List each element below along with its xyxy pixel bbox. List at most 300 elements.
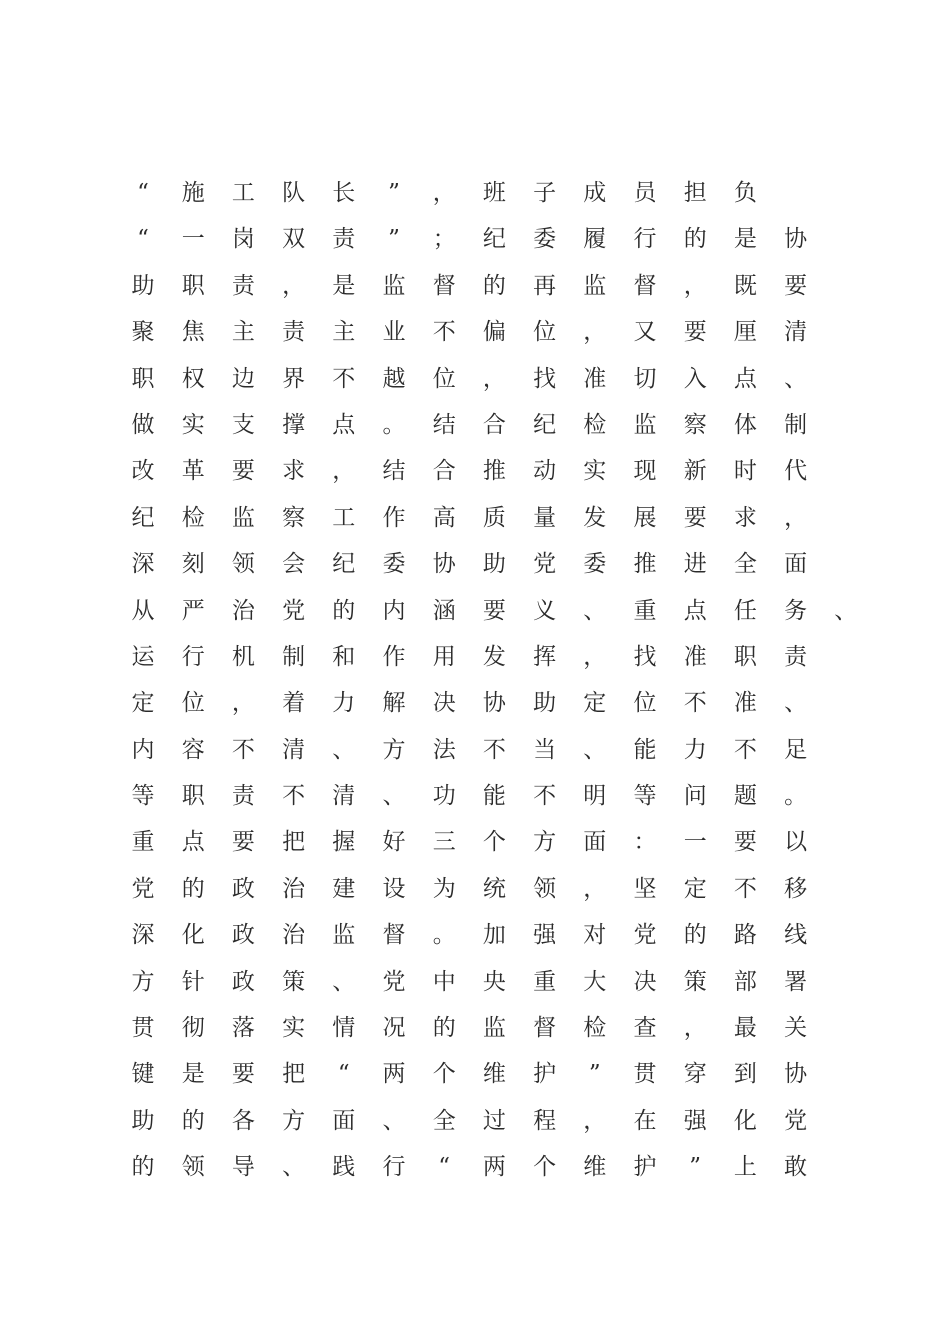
text-char: 护 bbox=[633, 1154, 657, 1181]
text-char: 容 bbox=[181, 736, 205, 763]
text-char: 功 bbox=[432, 783, 456, 810]
text-line bbox=[128, 588, 858, 634]
text-char: 护 bbox=[533, 1061, 557, 1088]
text-char: 责 bbox=[332, 226, 356, 253]
text-char: 能 bbox=[482, 783, 506, 810]
text-char: 协 bbox=[432, 551, 456, 578]
text-line bbox=[128, 680, 848, 726]
text-char: 行 bbox=[181, 643, 205, 670]
text-char: 深 bbox=[131, 922, 155, 949]
text-char: 不 bbox=[432, 319, 456, 346]
text-char: 、 bbox=[332, 736, 356, 763]
text-char: 要 bbox=[683, 319, 707, 346]
text-char: 方 bbox=[533, 829, 557, 856]
text-char: 贯 bbox=[633, 1061, 657, 1088]
text-char: 导 bbox=[231, 1154, 255, 1181]
text-char: 负 bbox=[733, 180, 757, 206]
text-char: 运 bbox=[131, 643, 155, 670]
text-char: 支 bbox=[231, 411, 255, 438]
text-char: 加 bbox=[482, 922, 506, 949]
text-char: 上 bbox=[733, 1154, 757, 1181]
text-char: 作 bbox=[382, 643, 406, 670]
text-char: 把 bbox=[282, 829, 306, 856]
text-char: 一 bbox=[181, 226, 205, 253]
text-char: 坚 bbox=[633, 875, 657, 902]
text-char: 敢 bbox=[784, 1154, 808, 1181]
text-char: 切 bbox=[633, 365, 657, 392]
text-char: ， bbox=[482, 365, 506, 392]
text-char: 、 bbox=[382, 1107, 406, 1134]
text-char: 力 bbox=[683, 736, 707, 763]
text-char: 责 bbox=[231, 272, 255, 299]
text-char: 不 bbox=[231, 736, 255, 763]
text-char: 位 bbox=[432, 365, 456, 392]
text-char: 领 bbox=[231, 551, 255, 578]
text-char: 务 bbox=[784, 597, 808, 624]
text-char: 挥 bbox=[533, 643, 557, 670]
text-line bbox=[128, 263, 848, 309]
text-char: 的 bbox=[332, 597, 356, 624]
text-char: 握 bbox=[332, 829, 356, 856]
text-char: 落 bbox=[231, 1015, 255, 1042]
text-char: 署 bbox=[784, 968, 808, 995]
text-char: 要 bbox=[231, 458, 255, 485]
text-char: 现 bbox=[633, 458, 657, 485]
text-line bbox=[128, 495, 848, 541]
text-char: 位 bbox=[633, 690, 657, 717]
text-char: ” bbox=[388, 180, 400, 206]
text-char: ， bbox=[683, 1015, 707, 1042]
text-char: 能 bbox=[633, 736, 657, 763]
text-char: 制 bbox=[282, 643, 306, 670]
text-char: 推 bbox=[633, 551, 657, 578]
text-line bbox=[128, 727, 848, 773]
text-char: 点 bbox=[683, 597, 707, 624]
text-char: 是 bbox=[332, 272, 356, 299]
text-char: 清 bbox=[784, 319, 808, 346]
text-char: 合 bbox=[482, 411, 506, 438]
text-char: 贯 bbox=[131, 1015, 155, 1042]
text-char: 全 bbox=[432, 1107, 456, 1134]
text-char: 监 bbox=[382, 272, 406, 299]
text-char: 是 bbox=[733, 226, 757, 253]
text-char: 改 bbox=[131, 458, 155, 485]
text-char: 聚 bbox=[131, 319, 155, 346]
text-char: 不 bbox=[282, 783, 306, 810]
text-char: 点 bbox=[733, 365, 757, 392]
text-char: 方 bbox=[382, 736, 406, 763]
text-char: 维 bbox=[583, 1154, 607, 1181]
text-char: 既 bbox=[733, 272, 757, 299]
text-char: 定 bbox=[683, 875, 707, 902]
text-char: 。 bbox=[382, 411, 406, 438]
text-char: 督 bbox=[533, 1015, 557, 1042]
text-char: ， bbox=[583, 643, 607, 670]
text-char: 的 bbox=[131, 1154, 155, 1181]
text-char: 两 bbox=[382, 1061, 406, 1088]
text-char: 党 bbox=[382, 968, 406, 995]
text-char: 检 bbox=[181, 504, 205, 531]
text-char: 内 bbox=[382, 597, 406, 624]
text-char: 机 bbox=[231, 643, 255, 670]
text-char: 化 bbox=[181, 922, 205, 949]
text-char: 体 bbox=[733, 411, 757, 438]
text-char: 时 bbox=[733, 458, 757, 485]
text-char: 的 bbox=[683, 226, 707, 253]
text-char: 监 bbox=[332, 922, 356, 949]
text-char: 不 bbox=[332, 365, 356, 392]
text-line bbox=[128, 356, 848, 402]
text-char: 要 bbox=[231, 1061, 255, 1088]
text-char: 线 bbox=[784, 922, 808, 949]
text-char: 责 bbox=[231, 783, 255, 810]
text-char: 明 bbox=[583, 783, 607, 810]
text-char: 央 bbox=[482, 968, 506, 995]
text-char: 员 bbox=[633, 180, 657, 206]
text-char: 实 bbox=[181, 411, 205, 438]
text-char: 和 bbox=[332, 643, 356, 670]
text-char: 深 bbox=[131, 551, 155, 578]
text-char: 化 bbox=[733, 1107, 757, 1134]
text-char: 助 bbox=[533, 690, 557, 717]
text-char: 要 bbox=[231, 829, 255, 856]
text-char: 策 bbox=[282, 968, 306, 995]
text-char: 找 bbox=[633, 643, 657, 670]
text-char: 监 bbox=[231, 504, 255, 531]
text-char: 高 bbox=[432, 504, 456, 531]
text-char: 职 bbox=[733, 643, 757, 670]
text-char: 责 bbox=[282, 319, 306, 346]
text-char: 要 bbox=[733, 829, 757, 856]
text-char: 发 bbox=[482, 643, 506, 670]
text-char: 不 bbox=[683, 690, 707, 717]
text-char: 领 bbox=[533, 875, 557, 902]
text-char: 、 bbox=[332, 968, 356, 995]
text-char: 党 bbox=[533, 551, 557, 578]
text-char: 彻 bbox=[181, 1015, 205, 1042]
text-char: 、 bbox=[583, 736, 607, 763]
text-char: 党 bbox=[784, 1107, 808, 1134]
text-char: 助 bbox=[131, 1107, 155, 1134]
text-char: 督 bbox=[432, 272, 456, 299]
text-char: 撑 bbox=[282, 411, 306, 438]
text-char: 领 bbox=[181, 1154, 205, 1181]
text-char: 偏 bbox=[482, 319, 506, 346]
text-char: 准 bbox=[683, 643, 707, 670]
text-char: 职 bbox=[181, 272, 205, 299]
text-char: 纪 bbox=[131, 504, 155, 531]
text-char: 义 bbox=[533, 597, 557, 624]
text-char: 个 bbox=[432, 1061, 456, 1088]
text-char: 、 bbox=[784, 690, 808, 717]
text-char: 等 bbox=[131, 783, 155, 810]
text-char: 党 bbox=[131, 875, 155, 902]
text-char: 方 bbox=[282, 1107, 306, 1134]
text-char: ： bbox=[633, 829, 657, 856]
text-char: 重 bbox=[633, 597, 657, 624]
text-char: 不 bbox=[533, 783, 557, 810]
text-line bbox=[128, 634, 848, 680]
text-char: ， bbox=[784, 504, 808, 531]
text-line bbox=[128, 216, 848, 262]
text-line bbox=[128, 773, 848, 819]
text-char: 职 bbox=[181, 783, 205, 810]
text-char: 刻 bbox=[181, 551, 205, 578]
text-char: 责 bbox=[784, 643, 808, 670]
text-char: ， bbox=[683, 272, 707, 299]
text-char: 主 bbox=[231, 319, 255, 346]
text-char: 动 bbox=[533, 458, 557, 485]
text-char: 实 bbox=[282, 1015, 306, 1042]
text-char: 焦 bbox=[181, 319, 205, 346]
text-char: 的 bbox=[482, 272, 506, 299]
text-char: 当 bbox=[533, 736, 557, 763]
text-char: ， bbox=[282, 272, 306, 299]
text-char: 强 bbox=[533, 922, 557, 949]
text-char: 、 bbox=[784, 365, 808, 392]
text-line bbox=[128, 912, 848, 958]
text-line bbox=[128, 819, 848, 865]
text-char: 革 bbox=[181, 458, 205, 485]
text-char: 委 bbox=[533, 226, 557, 253]
text-char: 题 bbox=[733, 783, 757, 810]
text-char: 决 bbox=[432, 690, 456, 717]
text-line bbox=[128, 402, 848, 448]
text-char: 、 bbox=[282, 1154, 306, 1181]
text-char: 新 bbox=[683, 458, 707, 485]
text-char: 质 bbox=[482, 504, 506, 531]
text-char: 个 bbox=[533, 1154, 557, 1181]
text-line bbox=[128, 1144, 848, 1190]
text-char: “ bbox=[137, 180, 149, 206]
text-char: 两 bbox=[482, 1154, 506, 1181]
text-char: ， bbox=[332, 458, 356, 485]
text-char: 协 bbox=[784, 1061, 808, 1088]
text-char: 助 bbox=[131, 272, 155, 299]
text-char: 行 bbox=[633, 226, 657, 253]
text-char: 从 bbox=[131, 597, 155, 624]
text-char: 再 bbox=[533, 272, 557, 299]
text-char: 督 bbox=[382, 922, 406, 949]
text-char: 定 bbox=[583, 690, 607, 717]
text-char: ” bbox=[689, 1154, 702, 1181]
text-char: 足 bbox=[784, 736, 808, 763]
text-char: 结 bbox=[432, 411, 456, 438]
text-char: 业 bbox=[382, 319, 406, 346]
text-char: 三 bbox=[432, 829, 456, 856]
text-line bbox=[128, 866, 848, 912]
text-char: 政 bbox=[231, 968, 255, 995]
text-char: 查 bbox=[633, 1015, 657, 1042]
text-char: 位 bbox=[533, 319, 557, 346]
text-char: 进 bbox=[683, 551, 707, 578]
text-char: 着 bbox=[282, 690, 306, 717]
text-char: 不 bbox=[482, 736, 506, 763]
text-char: 作 bbox=[382, 504, 406, 531]
text-line bbox=[128, 1051, 848, 1097]
text-char: 部 bbox=[733, 968, 757, 995]
text-char: 践 bbox=[332, 1154, 356, 1181]
text-char: 设 bbox=[382, 875, 406, 902]
text-char: 求 bbox=[282, 458, 306, 485]
text-char: 要 bbox=[683, 504, 707, 531]
text-char: 检 bbox=[583, 411, 607, 438]
text-char: 重 bbox=[131, 829, 155, 856]
text-char: 准 bbox=[583, 365, 607, 392]
text-char: 好 bbox=[382, 829, 406, 856]
text-char: 建 bbox=[332, 875, 356, 902]
text-char: 政 bbox=[231, 875, 255, 902]
text-char: 求 bbox=[733, 504, 757, 531]
text-char: 策 bbox=[683, 968, 707, 995]
text-char: 对 bbox=[583, 922, 607, 949]
text-char: 穿 bbox=[683, 1061, 707, 1088]
text-char: 任 bbox=[733, 597, 757, 624]
text-char: 力 bbox=[332, 690, 356, 717]
text-char: 督 bbox=[633, 272, 657, 299]
text-char: 监 bbox=[583, 272, 607, 299]
text-char: 的 bbox=[432, 1015, 456, 1042]
text-char: 全 bbox=[733, 551, 757, 578]
text-char: 界 bbox=[282, 365, 306, 392]
text-char: 的 bbox=[683, 922, 707, 949]
text-char: ” bbox=[388, 226, 400, 253]
text-char: 清 bbox=[332, 783, 356, 810]
text-char: 准 bbox=[733, 690, 757, 717]
text-char: 严 bbox=[181, 597, 205, 624]
text-char: 情 bbox=[332, 1015, 356, 1042]
text-char: 子 bbox=[533, 180, 557, 206]
text-char: 位 bbox=[181, 690, 205, 717]
text-char: 权 bbox=[181, 365, 205, 392]
text-char: 委 bbox=[583, 551, 607, 578]
text-char: “ bbox=[137, 226, 149, 253]
text-char: 纪 bbox=[482, 226, 506, 253]
text-char: 履 bbox=[583, 226, 607, 253]
text-char: 各 bbox=[231, 1107, 255, 1134]
text-char: 中 bbox=[432, 968, 456, 995]
text-char: ， bbox=[583, 875, 607, 902]
text-char: ， bbox=[583, 1107, 607, 1134]
text-char: 检 bbox=[583, 1015, 607, 1042]
text-char: ” bbox=[588, 1061, 601, 1088]
text-char: 展 bbox=[633, 504, 657, 531]
text-char: 政 bbox=[231, 922, 255, 949]
text-char: 成 bbox=[583, 180, 607, 206]
text-char: 要 bbox=[482, 597, 506, 624]
text-char: 重 bbox=[533, 968, 557, 995]
text-char: 越 bbox=[382, 365, 406, 392]
text-char: 在 bbox=[633, 1107, 657, 1134]
text-char: 察 bbox=[282, 504, 306, 531]
text-char: 结 bbox=[382, 458, 406, 485]
text-char: 治 bbox=[282, 922, 306, 949]
text-char: 一 bbox=[683, 829, 707, 856]
text-char: 大 bbox=[583, 968, 607, 995]
text-char: 党 bbox=[282, 597, 306, 624]
text-char: 做 bbox=[131, 411, 155, 438]
text-char: 厘 bbox=[733, 319, 757, 346]
text-char: 又 bbox=[633, 319, 657, 346]
text-char: 方 bbox=[131, 968, 155, 995]
text-char: 量 bbox=[533, 504, 557, 531]
text-char: 助 bbox=[482, 551, 506, 578]
text-char: ， bbox=[432, 180, 456, 206]
text-char: 强 bbox=[683, 1107, 707, 1134]
text-line bbox=[128, 541, 848, 587]
text-line bbox=[128, 1098, 848, 1144]
text-char: 。 bbox=[784, 783, 808, 810]
text-char: 发 bbox=[583, 504, 607, 531]
text-char: 是 bbox=[181, 1061, 205, 1088]
text-char: 要 bbox=[784, 272, 808, 299]
text-char: 代 bbox=[784, 458, 808, 485]
text-char: 等 bbox=[633, 783, 657, 810]
text-char: 纪 bbox=[332, 551, 356, 578]
text-char: 内 bbox=[131, 736, 155, 763]
text-char: 涵 bbox=[432, 597, 456, 624]
text-char: 、 bbox=[382, 783, 406, 810]
text-line bbox=[128, 1005, 848, 1051]
text-char: 点 bbox=[181, 829, 205, 856]
text-char: 键 bbox=[131, 1061, 155, 1088]
text-char: 以 bbox=[784, 829, 808, 856]
text-char: 会 bbox=[282, 551, 306, 578]
text-char: 把 bbox=[282, 1061, 306, 1088]
text-char: 队 bbox=[282, 180, 306, 206]
text-char: 协 bbox=[482, 690, 506, 717]
text-char: 工 bbox=[332, 504, 356, 531]
text-char: 面 bbox=[784, 551, 808, 578]
text-char: 岗 bbox=[231, 226, 255, 253]
text-char: ； bbox=[432, 226, 456, 253]
text-char: 问 bbox=[683, 783, 707, 810]
text-char: 委 bbox=[382, 551, 406, 578]
text-char: 治 bbox=[231, 597, 255, 624]
text-char: 监 bbox=[482, 1015, 506, 1042]
text-char: 清 bbox=[282, 736, 306, 763]
text-char: 班 bbox=[482, 180, 506, 206]
text-char: 合 bbox=[432, 458, 456, 485]
text-char: 工 bbox=[231, 180, 255, 206]
text-char: 关 bbox=[784, 1015, 808, 1042]
text-char: 为 bbox=[432, 875, 456, 902]
text-char: 边 bbox=[231, 365, 255, 392]
text-char: 察 bbox=[683, 411, 707, 438]
text-char: 协 bbox=[784, 226, 808, 253]
text-char: 党 bbox=[633, 922, 657, 949]
text-char: 统 bbox=[482, 875, 506, 902]
text-char: 最 bbox=[733, 1015, 757, 1042]
text-char: 、 bbox=[834, 597, 858, 624]
text-char: 不 bbox=[733, 875, 757, 902]
text-char: 个 bbox=[482, 829, 506, 856]
text-char: 施 bbox=[181, 180, 205, 206]
text-line bbox=[128, 309, 848, 355]
text-char: 程 bbox=[533, 1107, 557, 1134]
text-char: 双 bbox=[282, 226, 306, 253]
text-char: 不 bbox=[733, 736, 757, 763]
text-char: ， bbox=[231, 690, 255, 717]
text-char: 解 bbox=[382, 690, 406, 717]
text-char: 面 bbox=[332, 1107, 356, 1134]
text-char: 。 bbox=[432, 922, 456, 949]
text-char: 面 bbox=[583, 829, 607, 856]
text-char: 纪 bbox=[533, 411, 557, 438]
text-char: 找 bbox=[533, 365, 557, 392]
text-char: “ bbox=[438, 1154, 451, 1181]
text-char: 主 bbox=[332, 319, 356, 346]
